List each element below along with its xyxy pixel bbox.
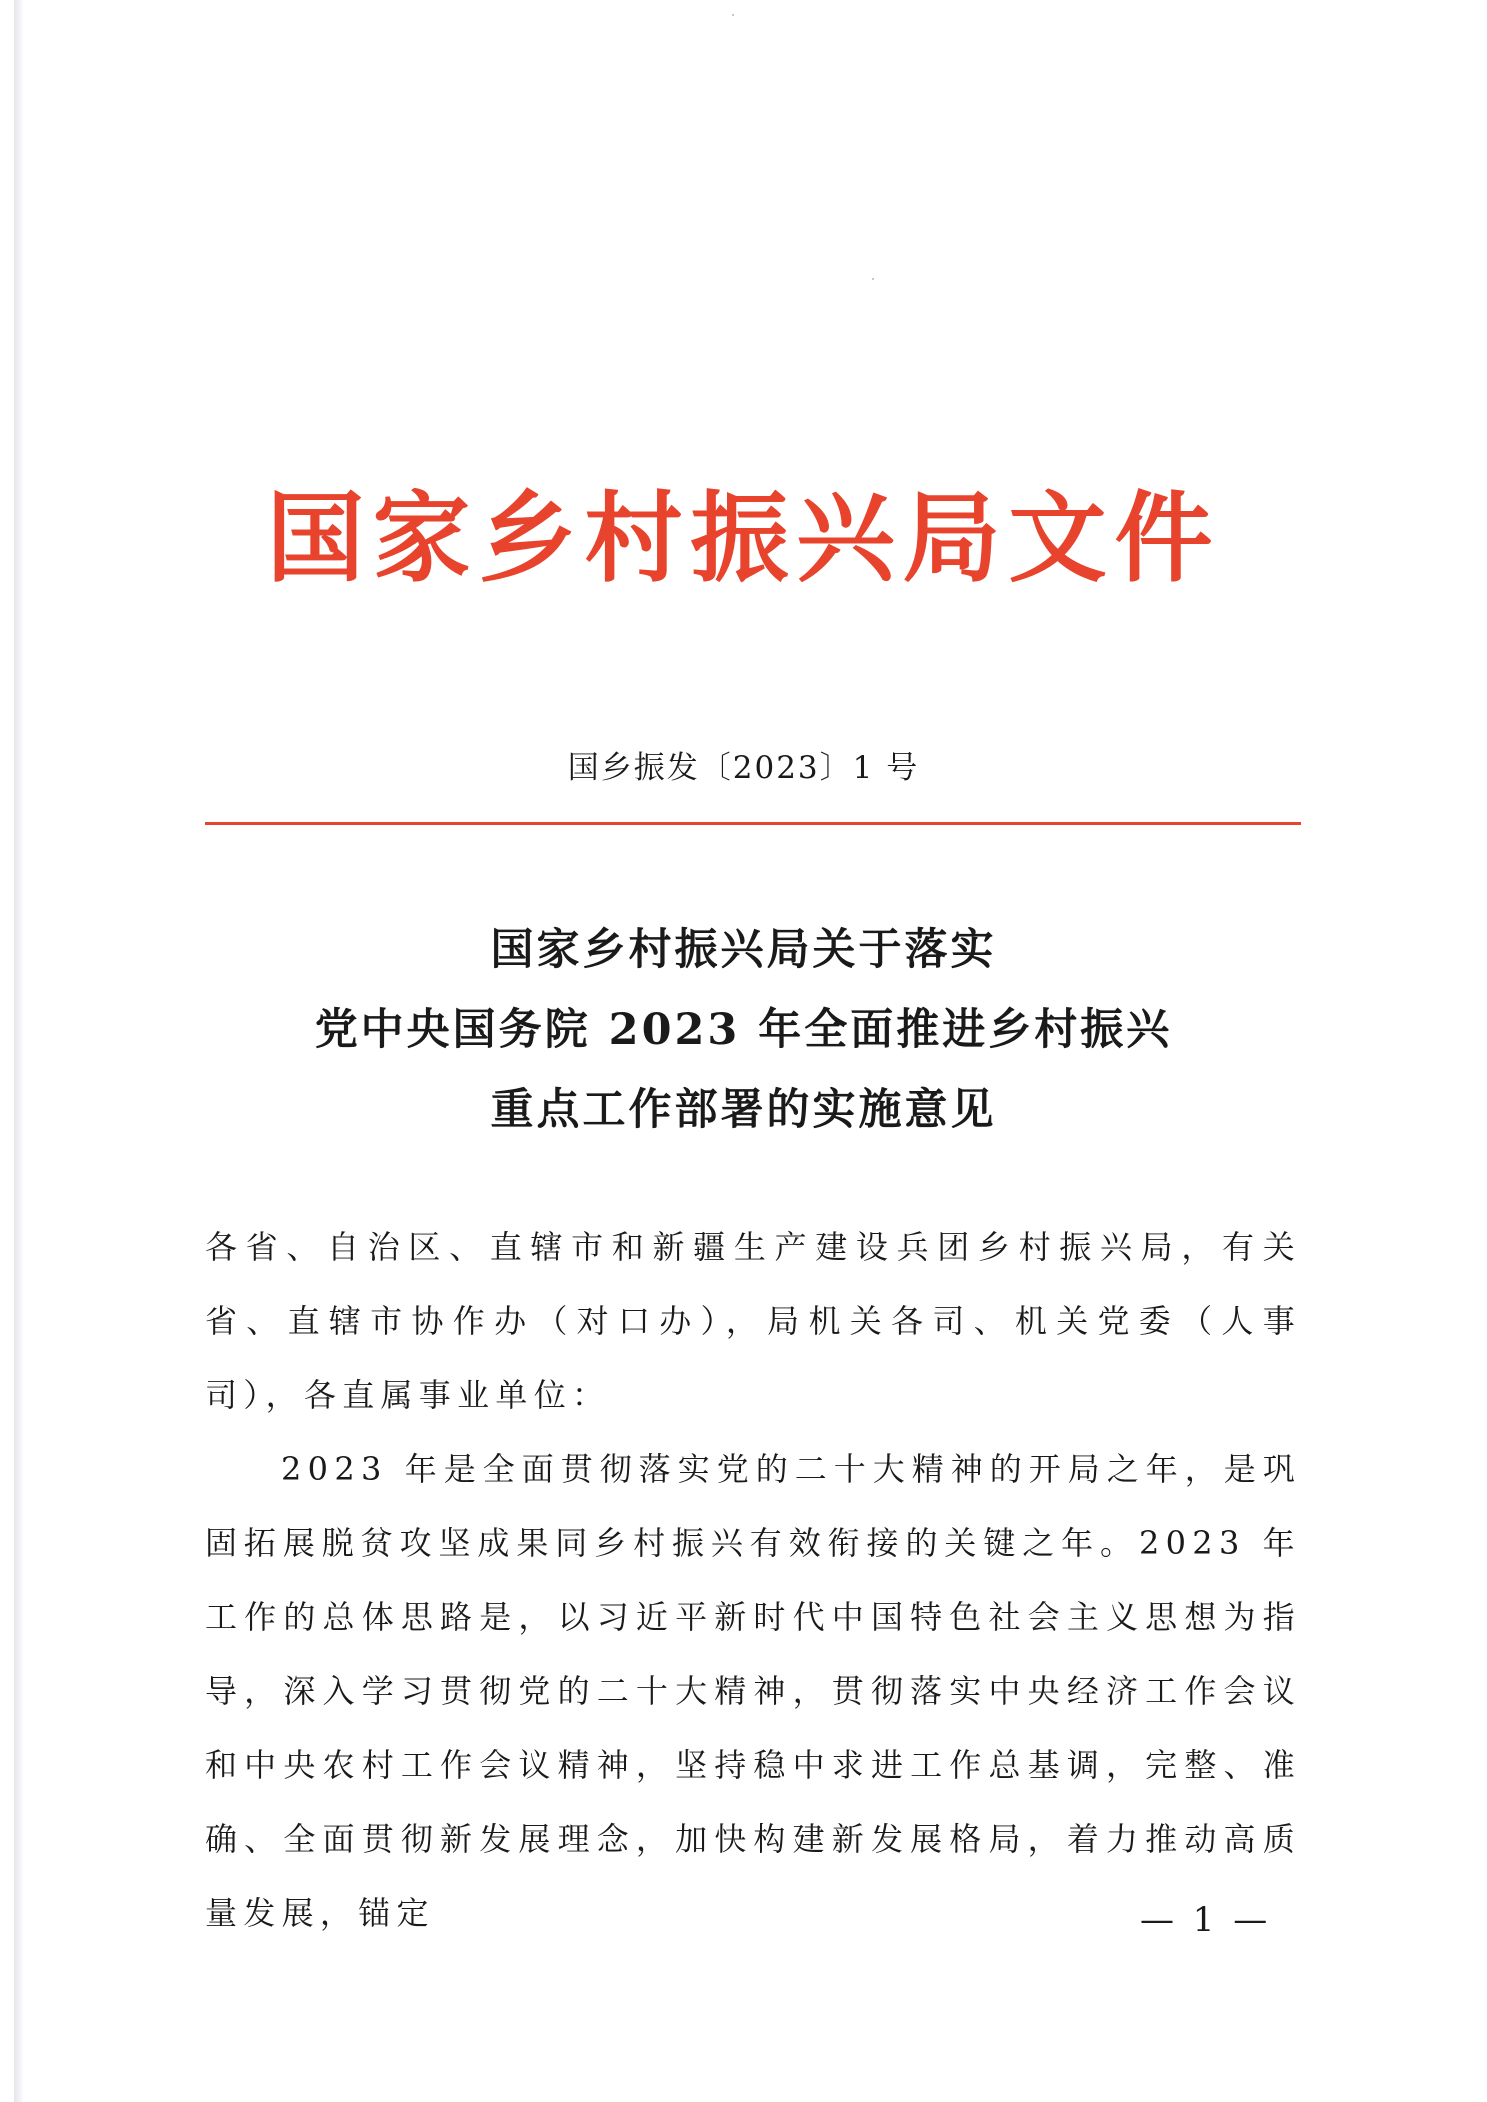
title-line-1: 国家乡村振兴局关于落实 (490, 925, 997, 975)
scan-speck (872, 278, 874, 280)
document-number: 国乡振发〔2023〕1 号 (567, 750, 920, 786)
body-paragraph-1: 2023 年是全面贯彻落实党的二十大精神的开局之年，是巩固拓展脱贫攻坚成果同乡村振兴有效衔接的关键之年。2023 年工作的总体思路是，以习近平新时代中国特色社会主义思想为指导，深入学习贯彻党的二十大精神，贯彻落实中央经济工作会议和中央农村工作会议精神，坚持稳中求进工作总基调，完整、准确、全面贯彻新发展理念，加快构建新发展格局，着力推动高质量发展，锚定 (205, 1450, 1301, 1932)
title-line-2: 党中央国务院 2023 年全面推进乡村振兴 (314, 1005, 1173, 1055)
document-body (205, 1210, 1301, 1950)
document-title (0, 910, 1487, 1150)
scan-speck (732, 14, 734, 16)
title-line-3: 重点工作部署的实施意见 (490, 1085, 997, 1135)
issuing-authority-masthead: 国家乡村振兴局文件 (266, 481, 1221, 596)
red-divider-line (205, 822, 1301, 825)
page-number: — 1 — (1140, 1900, 1272, 1940)
recipients-salutation: 各省、自治区、直辖市和新疆生产建设兵团乡村振兴局，有关省、直辖市协作办（对口办），局机关各司、机关党委（人事司），各直属事业单位： (205, 1228, 1301, 1414)
